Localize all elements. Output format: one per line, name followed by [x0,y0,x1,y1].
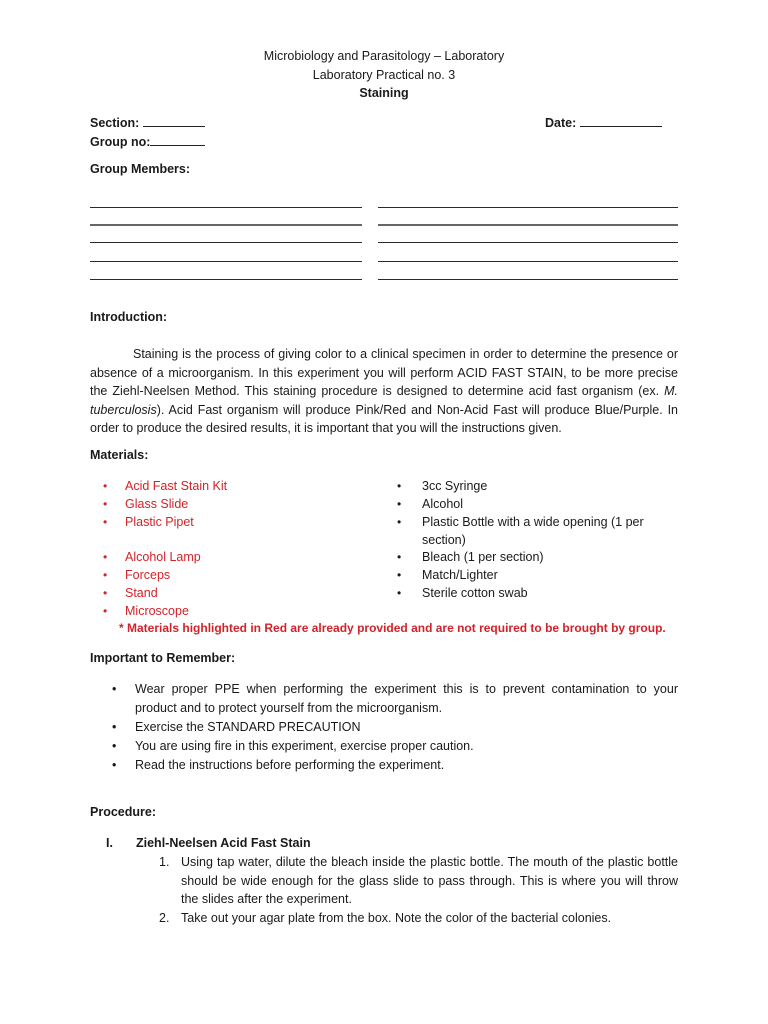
bullet-icon: • [112,682,117,696]
materials-note: * Materials highlighted in Red are already provided and are not required to be brought by group. [119,621,666,635]
material-item: • Match/Lighter [397,568,498,582]
member-line[interactable] [90,207,362,208]
member-line[interactable] [90,242,362,243]
material-item: • Acid Fast Stain Kit [103,479,228,493]
step-number: 1. [159,855,170,869]
bullet-icon: • [397,550,402,564]
procedure-steps [159,853,678,927]
material-item: • Alcohol Lamp [103,550,201,564]
bullet-icon: • [397,497,402,511]
bullet-icon: • [103,568,108,582]
member-line[interactable] [378,242,678,243]
material-item: • Plastic Bottle with a wide opening (1 per section) [397,515,644,547]
date-blank[interactable] [580,114,662,127]
bullet-icon: • [397,515,402,529]
bullet-icon: • [397,568,402,582]
materials-to-bring-list [397,477,697,607]
member-line[interactable] [378,279,678,280]
member-line[interactable] [378,224,678,226]
group-no-blank[interactable] [150,133,205,146]
group-no-label: Group no: [90,135,151,149]
material-item: • Alcohol [397,497,463,511]
material-item: • Bleach (1 per section) [397,550,544,564]
material-item: • Glass Slide [103,497,189,511]
procedure-section-title: Ziehl-Neelsen Acid Fast Stain [136,836,311,850]
bullet-icon: • [397,586,402,600]
remember-list [112,680,678,775]
section-blank[interactable] [143,114,205,127]
material-item: • Plastic Pipet [103,515,194,529]
introduction-paragraph: Staining is the process of giving color to a clinical specimen in order to determine the presence or absence of a microorganism. In this experiment you will perform ACID FAST STAIN, to be more precise the Ziehl-Neelsen Method. This staining procedure is designed to determine acid fast organism (ex. M. tuberculosis). Acid Fast organism will produce Pink/Red and Non-Acid Fast will produce Blue/Purple. In order to produce the desired results, it is important that you will the instructions given. [90,347,678,435]
group-no-field [90,133,205,149]
bullet-icon: • [112,720,117,734]
date-field [545,114,662,130]
step-number: 2. [159,910,170,925]
procedure-section-numeral: I. [106,836,113,850]
section-field [90,114,205,130]
member-line[interactable] [378,207,678,208]
organism-name: M. tuberculosis [90,384,678,417]
member-line[interactable] [378,261,678,262]
materials-provided-list [103,477,383,627]
bullet-icon: • [103,497,108,511]
bullet-icon: • [103,479,108,493]
materials-heading: Materials: [90,448,149,462]
member-line[interactable] [90,279,362,280]
remember-heading: Important to Remember: [90,651,236,665]
bullet-icon: • [397,479,402,493]
material-item: • Sterile cotton swab [397,586,528,600]
procedure-step: 1. Using tap water, dilute the bleach inside the plastic bottle. The mouth of the plastic bottle should be wide enough for the glass slide to pass through. This is where you will throw the slides after the experiment. [159,855,678,906]
section-label: Section: [90,116,140,130]
bullet-icon: • [112,758,117,772]
practical-number: Laboratory Practical no. 3 [312,68,456,82]
bullet-icon: • [103,604,108,618]
material-item: • Forceps [103,568,171,582]
remember-item: • Wear proper PPE when performing the experiment this is to prevent contamination to your product and to protect yourself from the microorganism. [112,682,678,715]
date-label: Date: [545,116,577,130]
introduction-heading: Introduction: [90,310,168,324]
group-members-label: Group Members: [90,162,191,176]
topic-title: Staining [359,86,409,100]
remember-item: • Read the instructions before performing the experiment. [112,756,678,775]
material-item: • Microscope [103,604,189,618]
material-item: • 3cc Syringe [397,479,488,493]
procedure-step: 2. Take out your agar plate from the box. Note the color of the bacterial colonies. [159,909,678,928]
remember-item: • Exercise the STANDARD PRECAUTION [112,718,678,737]
bullet-icon: • [103,550,108,564]
member-line[interactable] [90,224,362,226]
member-line[interactable] [90,261,362,262]
bullet-icon: • [103,515,108,529]
procedure-heading: Procedure: [90,805,156,819]
bullet-icon: • [112,739,117,753]
bullet-icon: • [103,586,108,600]
material-item: • Stand [103,586,158,600]
document-title: Microbiology and Parasitology – Laboratory [263,49,505,63]
remember-item: • You are using fire in this experiment, exercise proper caution. [112,737,678,756]
